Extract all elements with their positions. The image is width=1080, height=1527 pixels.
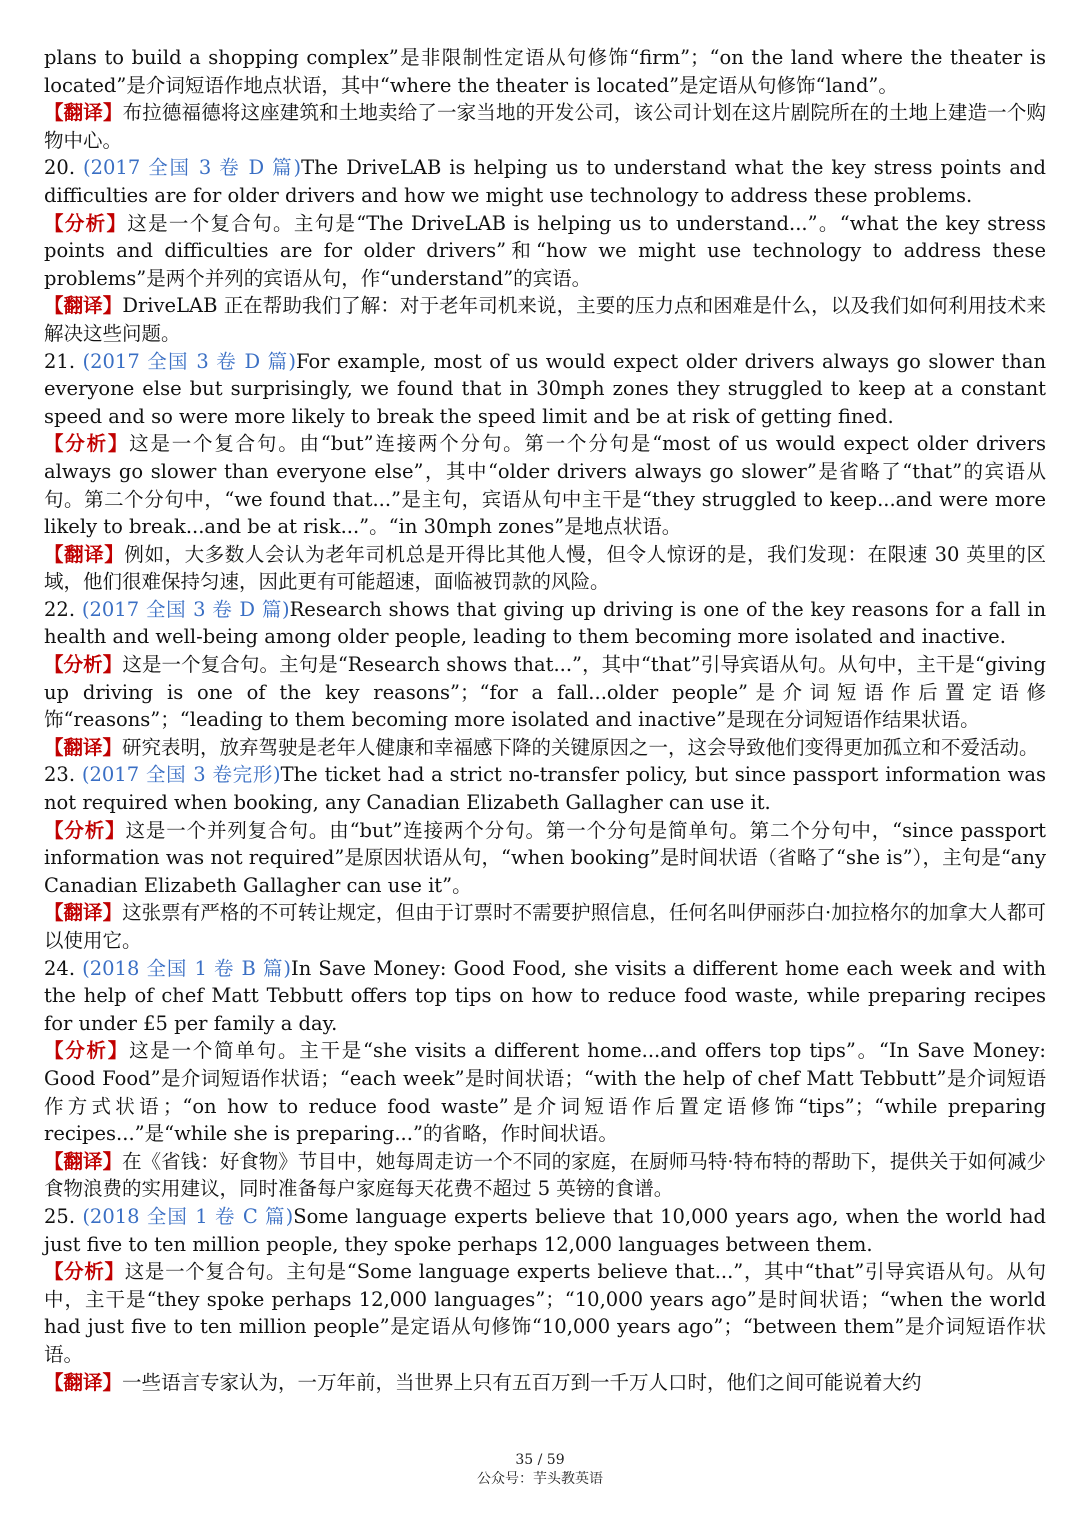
- analysis-tag: 【分析】: [44, 211, 128, 235]
- document-body: [44, 44, 1046, 1396]
- analysis-text: 这是一个并列复合句。由“but”连接两个分句。第一个分句是简单句。第二个分句中，“since passport information was not required”是原因状语从句，“when booking”是时间状语（省略了“she is”），主句是“any Canadian Elizabeth Gallagher can use it”。: [44, 818, 1046, 897]
- item-sentence-text: Some language experts believe that 10,000 years ago, when the world had just five to ten million people, they spoke perhaps 12,000 languages between them.: [44, 1204, 1047, 1256]
- item-21-translation: [44, 541, 1046, 596]
- item-source: (2018 全国 1 卷 C 篇): [82, 1204, 294, 1228]
- item-21-analysis: [44, 430, 1046, 540]
- item-24-analysis: [44, 1037, 1046, 1147]
- item-source: (2017 全国 3 卷 D 篇): [82, 349, 297, 373]
- analysis-tag: 【分析】: [44, 818, 126, 842]
- analysis-text: 这是一个复合句。主句是“Some language experts believe that...”，其中“that”引导宾语从句。从句中，主干是“they spoke perhaps 12,000 languages”；“10,000 years ago”是时间状语；“when the world had just five to ten million people”是定语从句修饰“10,000 years ago”；“between them”是介词短语作状语。: [44, 1260, 1046, 1366]
- item-22-analysis: [44, 651, 1046, 734]
- translation-tag: 【翻译】: [44, 735, 123, 759]
- translation-tag: 【翻译】: [44, 101, 123, 125]
- translation-tag: 【翻译】: [44, 542, 125, 566]
- item-number: 25.: [44, 1204, 76, 1228]
- item-number: 24.: [44, 956, 76, 980]
- analysis-text: 这是一个复合句。由“but”连接两个分句。第一个分句是“most of us would expect older drivers always go slower than everyone else”，其中“older drivers always go slower”是省略了“that”的宾语从句。第二个分句中，“we found that...”是主句，宾语从句中主干是“they struggled to keep...and were more likely to break...and be at risk...”。“in 30mph zones”是地点状语。: [44, 432, 1046, 539]
- translation-tag: 【翻译】: [44, 1370, 123, 1394]
- item-24-sentence: [44, 955, 1046, 1038]
- footer-account: 公众号：芋头教英语: [477, 1471, 603, 1487]
- item-sentence-text: For example, most of us would expect older drivers always go slower than everyone else but surprisingly, we found that in 30mph zones they struggled to keep at a constant speed and so were more likely to break the speed limit and be at risk of getting fined.: [44, 349, 1047, 428]
- item-sentence-text: Research shows that giving up driving is one of the key reasons for a fall in health and well-being among older people, leading to them becoming more isolated and inactive.: [44, 597, 1047, 649]
- analysis-text: 这是一个简单句。主干是“she visits a different home...and offers top tips”。“In Save Money: Good Food”是介词短语作状语；“each week”是时间状语；“with the help of chef Matt Tebbutt”是介词短语作方式状语；“on how to reduce food waste”是介词短语作后置定语修饰“tips”；“while preparing recipes...”是“while she is preparing...”的省略，作时间状语。: [44, 1039, 1046, 1146]
- analysis-tag: 【分析】: [44, 1039, 130, 1063]
- item-23-translation: [44, 899, 1046, 954]
- intro-analysis: plans to build a shopping complex”是非限制性定语从句修饰“firm”；“on the land where the theater is located”是介词短语作地点状语，其中“where the theater is located”是定语从句修饰“land”。: [44, 46, 1046, 97]
- analysis-tag: 【分析】: [44, 432, 130, 456]
- translation-tag: 【翻译】: [44, 901, 123, 925]
- item-source: (2017 全国 3 卷完形): [81, 763, 281, 787]
- translation-text: 研究表明，放弃驾驶是老年人健康和幸福感下降的关键原因之一，这会导致他们变得更加孤立和不爱活动。: [122, 735, 1039, 759]
- item-source: (2018 全国 1 卷 B 篇): [82, 956, 292, 980]
- translation-text: 例如，大多数人会认为老年司机总是开得比其他人慢，但令人惊讶的是，我们发现：在限速 30 英里的区域，他们很难保持匀速，因此更有可能超速，面临被罚款的风险。: [44, 542, 1046, 594]
- item-number: 23.: [44, 763, 76, 787]
- analysis-tag: 【分析】: [44, 1260, 125, 1284]
- item-number: 20.: [44, 156, 76, 180]
- item-20-sentence: [44, 154, 1046, 209]
- item-20-analysis: [44, 210, 1046, 293]
- item-24-translation: [44, 1148, 1046, 1203]
- item-22-sentence: [44, 596, 1046, 651]
- translation-text: 这张票有严格的不可转让规定，但由于订票时不需要护照信息，任何名叫伊丽莎白·加拉格尔的加拿大人都可以使用它。: [44, 901, 1046, 952]
- item-20-translation: [44, 292, 1046, 347]
- item-sentence-text: The DriveLAB is helping us to understand what the key stress points and difficulties are for older drivers and how we might use technology to address these problems.: [44, 156, 1047, 207]
- item-25-translation: [44, 1369, 1046, 1397]
- item-sentence-text: In Save Money: Good Food, she visits a different home each week and with the help of chef Matt Tebbutt offers top tips on how to reduce food waste, while preparing recipes for under £5 per family a day.: [44, 956, 1046, 1035]
- page-number: 35 / 59: [515, 1452, 565, 1468]
- item-number: 22.: [44, 597, 76, 621]
- analysis-tag: 【分析】: [44, 653, 123, 677]
- item-25-analysis: [44, 1258, 1046, 1368]
- translation-text: 一些语言专家认为，一万年前，当世界上只有五百万到一千万人口时，他们之间可能说着大约: [122, 1370, 922, 1394]
- analysis-text: 这是一个复合句。主句是“The DriveLAB is helping us to understand...”。“what the key stress points and difficulties are for older drivers”和“how we might use technology to address these problems”是两个并列的宾语从句，作“understand”的宾语。: [44, 211, 1046, 290]
- item-23-sentence: [44, 761, 1046, 816]
- item-source: (2017 全国 3 卷 D 篇): [81, 597, 290, 621]
- item-25-sentence: [44, 1203, 1046, 1258]
- item-sentence-text: The ticket had a strict no-transfer policy, but since passport information was not required when booking, any Canadian Elizabeth Gallagher can use it.: [44, 763, 1047, 815]
- item-22-translation: [44, 734, 1046, 762]
- item-source: (2017 全国 3 卷 D 篇): [83, 156, 302, 180]
- translation-tag: 【翻译】: [44, 1149, 123, 1173]
- translation-tag: 【翻译】: [44, 294, 123, 318]
- item-21-sentence: [44, 348, 1046, 431]
- item-23-analysis: [44, 817, 1046, 900]
- translation-text: 在《省钱：好食物》节目中，她每周走访一个不同的家庭，在厨师马特·特布特的帮助下，提供关于如何减少食物浪费的实用建议，同时准备每户家庭每天花费不超过 5 英镑的食谱。: [44, 1149, 1046, 1201]
- translation-text: 布拉德福德将这座建筑和土地卖给了一家当地的开发公司，该公司计划在这片剧院所在的土地上建造一个购物中心。: [44, 101, 1046, 152]
- item-number: 21.: [44, 349, 76, 373]
- translation-text: DriveLAB 正在帮助我们了解：对于老年司机来说，主要的压力点和困难是什么，以及我们如何利用技术来解决这些问题。: [44, 294, 1046, 345]
- intro-translation: [44, 99, 1046, 154]
- analysis-text: 这是一个复合句。主句是“Research shows that...”，其中“that”引导宾语从句。从句中，主干是“giving up driving is one of the key reasons”；“for a fall...older people”是介词短语作后置定语修饰“reasons”；“leading to them becoming more isolated and inactive”是现在分词短语作结果状语。: [44, 653, 1046, 732]
